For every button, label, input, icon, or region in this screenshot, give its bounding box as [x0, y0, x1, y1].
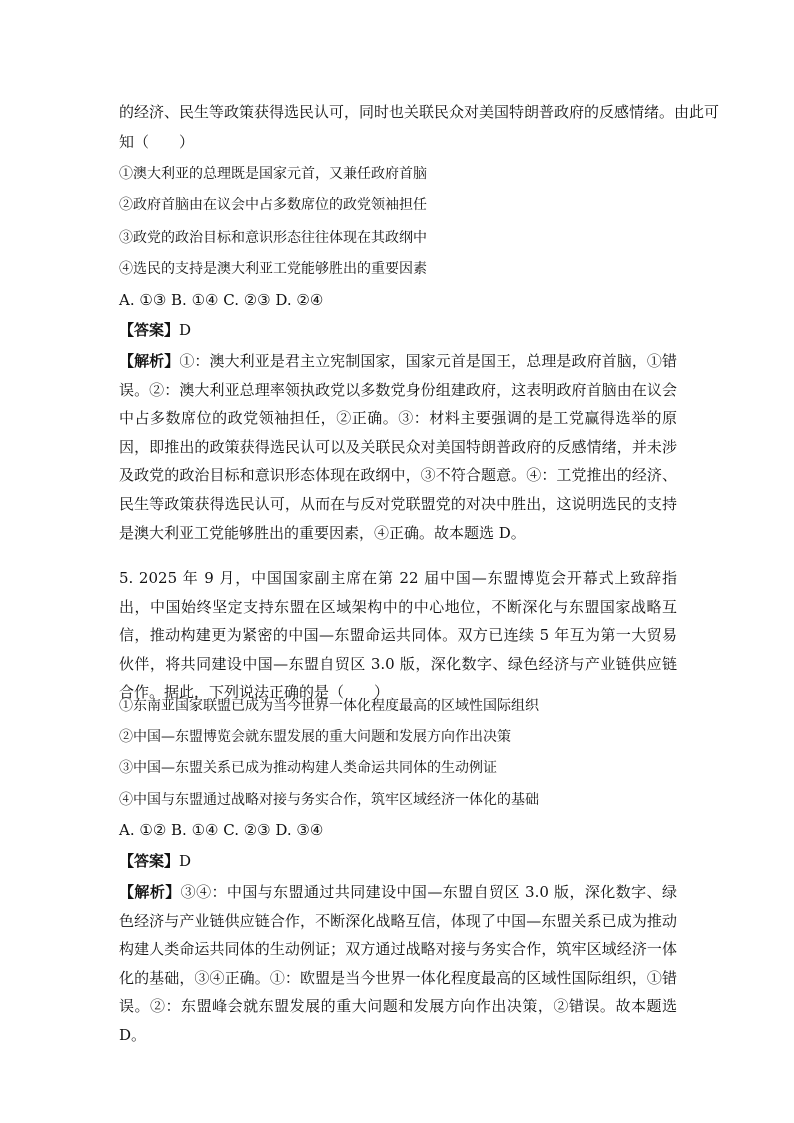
q4-answer-label: 【答案】: [119, 321, 180, 339]
q5-analysis-label: 【解析】: [119, 883, 181, 901]
q5-item-3: ③中国—东盟关系已成为推动构建人类命运共同体的生动例证: [119, 760, 497, 776]
q5-choices: A. ①② B. ①④ C. ②③ D. ③④: [119, 821, 324, 839]
q5-item-2: ②中国—东盟博览会就东盟发展的重大问题和发展方向作出决策: [119, 729, 511, 745]
q4-choices: A. ①③ B. ①④ C. ②③ D. ②④: [119, 291, 324, 309]
q5-analysis-text: ③④：中国与东盟通过共同建设中国—东盟自贸区 3.0 版，深化数字、绿色经济与产业链供应链合作，不断深化战略互信，体现了中国—东盟关系已成为推动构建人类命运共同体的生动例证；双方通过战略对接与务实合作，筑牢区域经济一体化的基础，③④正确。①：欧盟是当今世界一体化程度最高的区域性国际组织，①错误。②：东盟峰会就东盟发展的重大问题和发展方向作出决策，②错误。故本题选 D。: [119, 883, 677, 1044]
q4-analysis: [119, 347, 677, 547]
q5-item-1: ①东南亚国家联盟已成为当今世界一体化程度最高的区域性国际组织: [119, 698, 539, 714]
q5-stem: 5. 2025 年 9 月，中国国家副主席在第 22 届中国—东盟博览会开幕式上致辞指出，中国始终坚定支持东盟在区域架构中的中心地位，不断深化与东盟国家战略互信，推动构建更为紧密的中国—东盟命运共同体。双方已连续 5 年互为第一大贸易伙伴，将共同建设中国—东盟自贸区 3.0 版，深化数字、绿色经济与产业链供应链合作。据此，下列说法正确的是（ ）: [119, 569, 677, 702]
q5-item-4: ④中国与东盟通过战略对接与务实合作，筑牢区域经济一体化的基础: [119, 792, 539, 808]
q4-item-1: ①澳大利亚的总理既是国家元首，又兼任政府首脑: [119, 166, 427, 182]
q5-answer-label: 【答案】: [119, 852, 180, 870]
q4-answer-value: D: [179, 321, 192, 339]
q4-item-2: ②政府首脑由在议会中占多数席位的政党领袖担任: [119, 197, 427, 213]
q4-analysis-label: 【解析】: [119, 352, 180, 370]
q5-analysis: [119, 878, 677, 1050]
q4-answer: [119, 320, 191, 340]
q5-answer-value: D: [179, 852, 192, 870]
q4-item-3: ③政党的政治目标和意识形态往往体现在其政纲中: [119, 230, 427, 246]
q4-stem-line-1: 的经济、民生等政策获得选民认可，同时也关联民众对美国特朗普政府的反感情绪。由此可: [119, 103, 720, 121]
q4-analysis-text: ①：澳大利亚是君主立宪制国家，国家元首是国王，总理是政府首脑，①错误。②：澳大利亚总理率领执政党以多数党身份组建政府，这表明政府首脑由在议会中占多数席位的政党领袖担任，②正确。③：材料主要强调的是工党赢得选举的原因，即推出的政策获得选民认可以及关联民众对美国特朗普政府的反感情绪，并未涉及政党的政治目标和意识形态体现在政纲中，③不符合题意。④：工党推出的经济、民生等政策获得选民认可，从而在与反对党联盟党的对决中胜出，这说明选民的支持是澳大利亚工党能够胜出的重要因素，④正确。故本题选 D。: [119, 352, 677, 542]
q4-item-4: ④选民的支持是澳大利亚工党能够胜出的重要因素: [119, 261, 427, 277]
q4-stem-line-2: 知（ ）: [119, 133, 195, 151]
q5-answer: [119, 851, 191, 871]
